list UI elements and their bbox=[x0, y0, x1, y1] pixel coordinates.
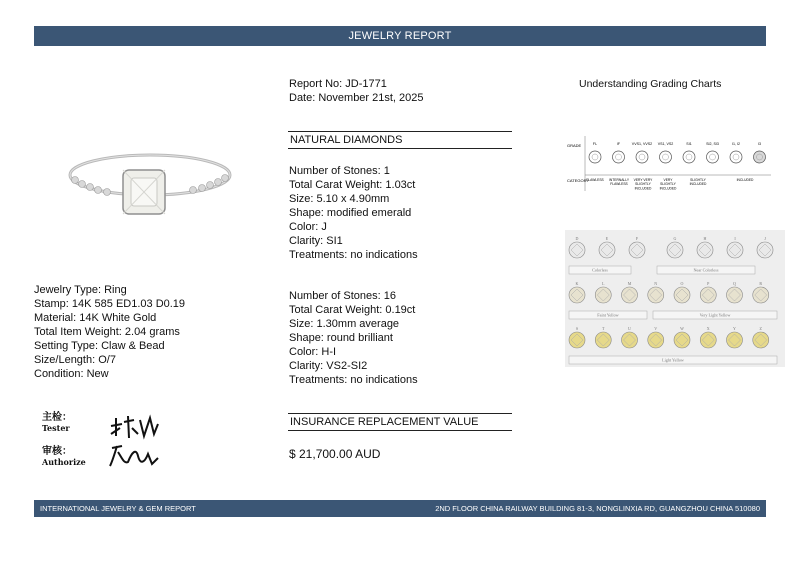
diamond-color-sample bbox=[569, 332, 585, 348]
color-grade-letter: X bbox=[706, 326, 710, 331]
report-footer bbox=[34, 500, 766, 517]
clarity-category-label: VERY VERY bbox=[633, 178, 653, 182]
diamond-color-sample bbox=[697, 242, 713, 258]
color-grade-letter: J bbox=[764, 236, 766, 241]
diamond-color-sample bbox=[648, 287, 664, 303]
detail-line: Treatments: no indications bbox=[289, 374, 418, 386]
clarity-category-label: INCLUDED bbox=[634, 186, 652, 191]
clarity-diagram-icon bbox=[754, 151, 766, 163]
footer-address: 2ND FLOOR CHINA RAILWAY BUILDING 81-3, NONGLINXIA RD, GUANGZHOU CHINA 510080 bbox=[435, 504, 760, 513]
diamond-color-sample bbox=[700, 287, 716, 303]
side-stones-details bbox=[289, 289, 418, 387]
detail-line: Shape: modified emerald bbox=[289, 207, 412, 219]
clarity-diagram-icon bbox=[683, 151, 695, 163]
color-grade-letter: D bbox=[575, 236, 579, 241]
clarity-category-label: VERY bbox=[663, 178, 673, 182]
clarity-diagram-icon bbox=[636, 151, 648, 163]
center-stone-details bbox=[289, 164, 418, 262]
insurance-title: INSURANCE REPLACEMENT VALUE bbox=[288, 413, 512, 431]
report-date: Date: November 21st, 2025 bbox=[289, 92, 424, 104]
report-number: Report No: JD-1771 bbox=[289, 78, 387, 90]
clarity-category-label: INCLUDED bbox=[659, 186, 677, 191]
diamond-color-sample bbox=[727, 332, 743, 348]
color-grade-letter: K bbox=[575, 281, 579, 286]
color-grade-letter: U bbox=[628, 326, 631, 331]
color-grade-letter: E bbox=[605, 236, 609, 241]
diamond-color-sample bbox=[757, 242, 773, 258]
diamond-color-sample bbox=[569, 242, 585, 258]
detail-line: Clarity: VS2-SI2 bbox=[289, 360, 368, 372]
report-title: JEWELRY REPORT bbox=[348, 30, 452, 42]
clarity-grade-label: IF bbox=[616, 142, 621, 146]
color-grade-letter: I bbox=[734, 236, 736, 241]
diamond-color-sample bbox=[622, 332, 638, 348]
detail-line: Number of Stones: 1 bbox=[289, 165, 390, 177]
clarity-category-label: INCLUDED bbox=[736, 178, 754, 182]
color-grade-letter: M bbox=[627, 281, 632, 286]
clarity-grade-label: VS1, VS2 bbox=[657, 142, 674, 146]
color-grade-letter: V bbox=[654, 326, 658, 331]
clarity-grade-label: SI2, SI3 bbox=[706, 142, 719, 146]
detail-line: Size: 1.30mm average bbox=[289, 318, 400, 330]
diamond-color-sample bbox=[753, 287, 769, 303]
jewelry-details bbox=[34, 283, 185, 381]
jewelry-detail-line: Material: 14K White Gold bbox=[34, 312, 157, 324]
color-grade-letter: R bbox=[759, 281, 763, 286]
clarity-category-label: INCLUDED bbox=[689, 182, 707, 187]
color-group-label: Colorless bbox=[592, 267, 608, 273]
clarity-grade-label: I3 bbox=[758, 142, 761, 146]
jewelry-detail-line: Setting Type: Claw & Bead bbox=[34, 340, 165, 352]
tester-signature bbox=[108, 414, 160, 440]
diamond-color-sample bbox=[753, 332, 769, 348]
jewelry-detail-line: Stamp: 14K 585 ED1.03 D0.19 bbox=[34, 298, 186, 310]
detail-line: Shape: round brilliant bbox=[289, 332, 393, 344]
detail-line: Color: H-I bbox=[289, 346, 337, 358]
jewelry-detail-line: Size/Length: O/7 bbox=[34, 354, 116, 366]
clarity-diagram-icon bbox=[660, 151, 672, 163]
clarity-grade-label: SI1 bbox=[686, 142, 692, 146]
diamond-color-sample bbox=[569, 287, 585, 303]
diamond-color-sample bbox=[667, 242, 683, 258]
authorize-label: 审核： Authorize bbox=[42, 446, 86, 467]
color-grade-letter: G bbox=[673, 236, 677, 241]
color-grade-letter: F bbox=[635, 236, 639, 241]
clarity-category-label: FLAWLESS bbox=[586, 178, 604, 182]
report-header bbox=[34, 26, 766, 46]
diamond-color-sample bbox=[727, 287, 743, 303]
diamond-color-sample bbox=[599, 242, 615, 258]
footer-organization: INTERNATIONAL JEWELRY & GEM REPORT bbox=[40, 504, 196, 513]
natural-diamonds-title: NATURAL DIAMONDS bbox=[288, 131, 512, 149]
grade-row-label: GRADE bbox=[567, 143, 582, 148]
diamond-color-sample bbox=[674, 287, 690, 303]
diamond-color-sample bbox=[700, 332, 716, 348]
clarity-diagram-icon bbox=[589, 151, 601, 163]
color-grade-letter: Y bbox=[733, 326, 736, 331]
clarity-category-label: FLAWLESS bbox=[610, 182, 628, 187]
color-grade-letter: L bbox=[602, 281, 605, 286]
clarity-grading-chart bbox=[565, 133, 771, 195]
color-grade-letter: N bbox=[654, 281, 658, 286]
jewelry-detail-line: Condition: New bbox=[34, 368, 109, 380]
clarity-grade-label: FL bbox=[592, 142, 598, 146]
ring-photo bbox=[55, 130, 245, 230]
diamond-color-sample bbox=[595, 332, 611, 348]
jewelry-detail-line: Jewelry Type: Ring bbox=[34, 284, 127, 296]
detail-line: Clarity: SI1 bbox=[289, 235, 343, 247]
detail-line: Color: J bbox=[289, 221, 327, 233]
insurance-value: $ 21,700.00 AUD bbox=[289, 447, 381, 461]
diamond-color-sample bbox=[629, 242, 645, 258]
tester-label: 主检： Tester bbox=[42, 412, 72, 433]
color-grade-letter: P bbox=[707, 281, 710, 286]
clarity-diagram-icon bbox=[613, 151, 625, 163]
detail-line: Total Carat Weight: 0.19ct bbox=[289, 304, 416, 316]
color-grade-letter: S bbox=[575, 326, 579, 331]
diamond-color-sample bbox=[595, 287, 611, 303]
color-group-label: Light Yellow bbox=[662, 357, 684, 363]
color-group-label: Near Colorless bbox=[693, 267, 719, 273]
diamond-color-sample bbox=[622, 287, 638, 303]
detail-line: Number of Stones: 16 bbox=[289, 290, 397, 302]
clarity-grade-label: I1, I2 bbox=[732, 142, 740, 146]
clarity-grade-label: VVS1, VVS2 bbox=[631, 142, 653, 146]
clarity-diagram-icon bbox=[707, 151, 719, 163]
detail-line: Treatments: no indications bbox=[289, 249, 418, 261]
color-grade-letter: O bbox=[680, 281, 684, 286]
clarity-category-label: SLIGHTLY bbox=[635, 182, 651, 187]
color-grade-letter: H bbox=[703, 236, 707, 241]
category-row-label: CATEGORY bbox=[567, 178, 590, 183]
detail-line: Size: 5.10 x 4.90mm bbox=[289, 193, 390, 205]
authorize-signature bbox=[108, 442, 160, 468]
color-group-label: Very Light Yellow bbox=[699, 312, 731, 318]
clarity-category-label: INTERNALLY bbox=[608, 178, 630, 182]
color-grade-letter: W bbox=[680, 326, 684, 331]
clarity-diagram-icon bbox=[730, 151, 742, 163]
color-grading-chart bbox=[565, 230, 785, 367]
jewelry-detail-line: Total Item Weight: 2.04 grams bbox=[34, 326, 180, 338]
detail-line: Total Carat Weight: 1.03ct bbox=[289, 179, 416, 191]
grading-charts-title: Understanding Grading Charts bbox=[579, 78, 722, 90]
diamond-color-sample bbox=[674, 332, 690, 348]
clarity-category-label: SLIGHTLY bbox=[690, 178, 706, 182]
clarity-category-label: SLIGHTLY bbox=[660, 182, 676, 187]
color-grade-letter: Q bbox=[733, 281, 736, 286]
color-group-label: Faint Yellow bbox=[597, 312, 619, 318]
color-grade-letter: Z bbox=[759, 326, 762, 331]
diamond-color-sample bbox=[648, 332, 664, 348]
diamond-color-sample bbox=[727, 242, 743, 258]
color-grade-letter: T bbox=[602, 326, 605, 331]
